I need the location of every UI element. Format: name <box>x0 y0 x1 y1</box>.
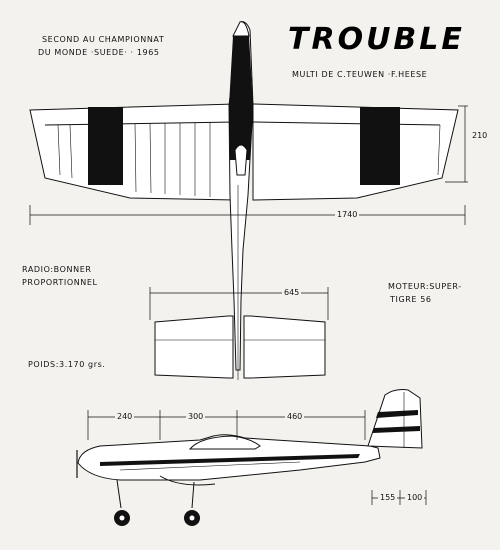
dim-wingspan: 1740 <box>337 210 358 219</box>
award-line-2: DU MONDE ·SUEDE· · 1965 <box>38 48 160 57</box>
dim-nose-to-wing: 240 <box>117 412 133 421</box>
radio-line-2: PROPORTIONNEL <box>22 278 98 287</box>
fuselage-side-view <box>77 390 422 508</box>
motor-line-1: MOTEUR:SUPER- <box>388 282 462 291</box>
motor-line-2: TIGRE 56 <box>390 295 432 304</box>
award-line-1: SECOND AU CHAMPIONNAT <box>42 35 165 44</box>
dim-stab-span: 645 <box>284 288 300 297</box>
wing-band-right <box>360 107 400 185</box>
dim-wing-chord: 210 <box>472 131 488 140</box>
dim-tail-section: 460 <box>287 412 303 421</box>
dim-wing-to-rear: 300 <box>188 412 204 421</box>
plane-title: TROUBLE <box>288 22 465 57</box>
dim-rudder: 100 <box>407 493 423 502</box>
radio-line-1: RADIO:BONNER <box>22 265 92 274</box>
designer-credit: MULTI DE C.TEUWEN ·F.HEESE <box>292 70 428 79</box>
dim-fin-base: 155 <box>380 493 396 502</box>
wing-band-left <box>88 107 123 185</box>
weight-note: POIDS:3.170 grs. <box>28 360 106 369</box>
